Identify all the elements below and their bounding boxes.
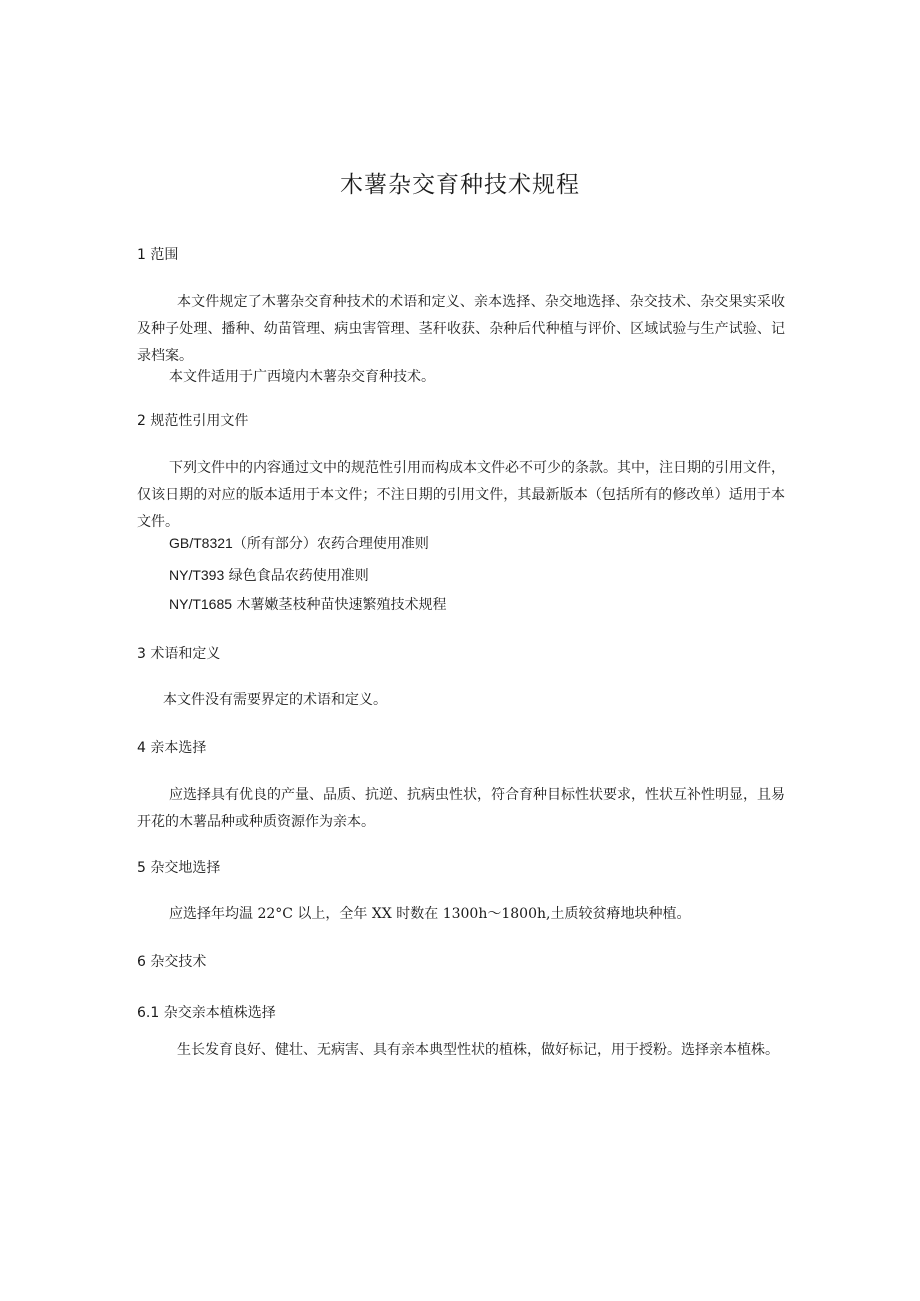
reference-code: NY/T393 bbox=[169, 567, 225, 583]
section-6-1-heading: 6.1 杂交亲本植株选择 bbox=[137, 1005, 276, 1021]
section-6-heading: 6 杂交技术 bbox=[137, 954, 207, 970]
reference-code: GB/T8321 bbox=[169, 535, 233, 551]
section-4-paragraph-1: 应选择具有优良的产量、品质、抗逆、抗病虫性状，符合育种目标性状要求，性状互补性明显，且易开花的木薯品种或种质资源作为亲本。 bbox=[137, 787, 785, 830]
section-3-paragraph-1: 本文件没有需要界定的术语和定义。 bbox=[163, 692, 387, 708]
reference-title: 绿色食品农药使用准则 bbox=[228, 568, 369, 584]
document-title: 木薯杂交育种技术规程 bbox=[340, 172, 580, 198]
reference-code: NY/T1685 bbox=[169, 596, 233, 612]
section-2-paragraph-1: 下列文件中的内容通过文中的规范性引用而构成本文件必不可少的条款。其中，注日期的引用文件，仅该日期的对应的版本适用于本文件；不注日期的引用文件，其最新版本（包括所有的修改单）适用于本文件。 bbox=[137, 460, 785, 530]
section-2-heading: 2 规范性引用文件 bbox=[137, 413, 249, 429]
reference-title: 木薯嫩茎枝种苗快速繁殖技术规程 bbox=[236, 597, 447, 613]
section-1-paragraph-2: 本文件适用于广西境内木薯杂交育种技术。 bbox=[169, 369, 435, 385]
reference-item bbox=[169, 533, 429, 554]
reference-item bbox=[169, 594, 447, 615]
section-6-1-paragraph-1: 生长发育良好、健壮、无病害、具有亲本典型性状的植株，做好标记，用于授粉。选择亲本植株。 bbox=[177, 1042, 779, 1058]
section-5-paragraph-1: 应选择年均温 22°C 以上，全年 XX 时数在 1300h～1800h,土质较贫瘠地块种植。 bbox=[169, 906, 691, 922]
section-3-heading: 3 术语和定义 bbox=[137, 646, 221, 662]
reference-title: （所有部分）农药合理使用准则 bbox=[232, 536, 429, 552]
section-1-paragraph-1: 本文件规定了木薯杂交育种技术的术语和定义、亲本选择、杂交地选择、杂交技术、杂交果实采收及种子处理、播种、幼苗管理、病虫害管理、茎秆收获、杂种后代种植与评价、区域试验与生产试验、记录档案。 bbox=[137, 294, 785, 364]
section-5-heading: 5 杂交地选择 bbox=[137, 860, 221, 876]
section-1-heading: 1 范围 bbox=[137, 247, 179, 263]
reference-item bbox=[169, 565, 369, 586]
section-4-heading: 4 亲本选择 bbox=[137, 740, 207, 756]
